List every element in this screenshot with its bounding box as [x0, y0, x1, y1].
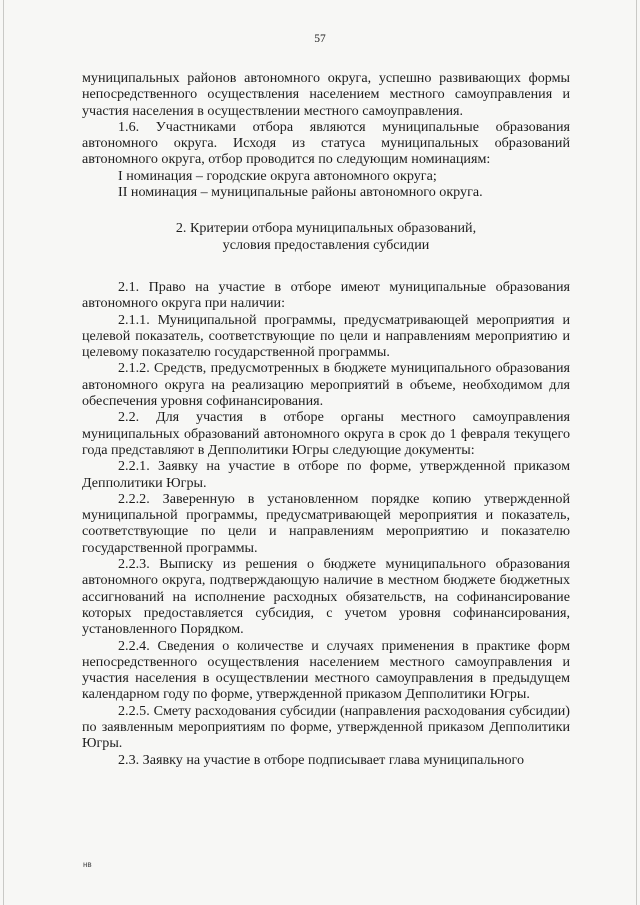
page-edge-left: [3, 0, 4, 905]
section-heading-line-1: 2. Критерии отбора муниципальных образований,: [175, 220, 477, 237]
footer-mark: нв: [83, 860, 92, 869]
paragraph-2-2-5: 2.2.5. Смету расходования субсидии (направления расходования субсидии) по заявленным мероприятиям по форме, утвержденной приказом Депполитики Югры.: [82, 702, 570, 752]
paragraph-1-6: 1.6. Участниками отбора являются муниципальные образования автономного округа. Исходя из статуса муниципальных образований автономного округа, отбор проводится по следующим номинациям:: [82, 118, 570, 168]
paragraph-2-1-1: 2.1.1. Муниципальной программы, предусматривающей мероприятия и целевой показатель, соответствующие по цели и направлениям мероприятию и целевому показателю государственной программы.: [82, 311, 570, 361]
section-heading: [82, 220, 570, 253]
page-number: 57: [314, 33, 326, 45]
paragraph-2-2-3: 2.2.3. Выписку из решения о бюджете муниципального образования автономного округа, подтверждающую наличие в местном бюджете бюджетных ассигнований на исполнение расходных обязательств, на софинансирование которых предоставляется субсидия, с учетом уровня софинансирования, установленного Порядком.: [82, 556, 570, 638]
paragraph-2-3: 2.3. Заявку на участие в отборе подписывает глава муниципального: [118, 751, 525, 768]
paragraph-2-2-2: 2.2.2. Заверенную в установленном порядке копию утвержденной муниципальной программы, предусматривающей мероприятия и показатель, соответствующие по цели и направлениям мероприятию и показателю государственной программы.: [82, 490, 570, 556]
document-body: [82, 70, 570, 768]
paragraph-2-2: 2.2. Для участия в отборе органы местного самоуправления муниципальных образований автономного округа в срок до 1 февраля текущего года представляют в Депполитики Югры следующие документы:: [82, 409, 570, 458]
paragraph-2-1-2: 2.1.2. Средств, предусмотренных в бюджете муниципального образования автономного округа на реализацию мероприятий в объеме, необходимом для обеспечения уровня софинансирования.: [82, 360, 570, 410]
paragraph-continuation: муниципальных районов автономного округа, успешно развивающих формы непосредственного осуществления населением местного самоуправления и участия населения в осуществлении местного самоуправления.: [82, 70, 570, 119]
nomination-2: II номинация – муниципальные районы автономного округа.: [118, 184, 483, 201]
paragraph-2-1: 2.1. Право на участие в отборе имеют муниципальные образования автономного округа при наличии:: [82, 278, 570, 312]
section-heading-line-2: условия предоставления субсидии: [222, 236, 430, 253]
nomination-1: I номинация – городские округа автономного округа;: [118, 167, 437, 184]
page-edge-right: [636, 0, 637, 905]
paragraph-2-2-4: 2.2.4. Сведения о количестве и случаях применения в практике форм непосредственного осуществления населением местного самоуправления и участия населения в осуществлении местного самоуправления в предыдущем календарном году по форме, утвержденной приказом Депполитики Югры.: [82, 637, 570, 703]
paragraph-2-2-1: 2.2.1. Заявку на участие в отборе по форме, утвержденной приказом Депполитики Югры.: [82, 458, 570, 491]
